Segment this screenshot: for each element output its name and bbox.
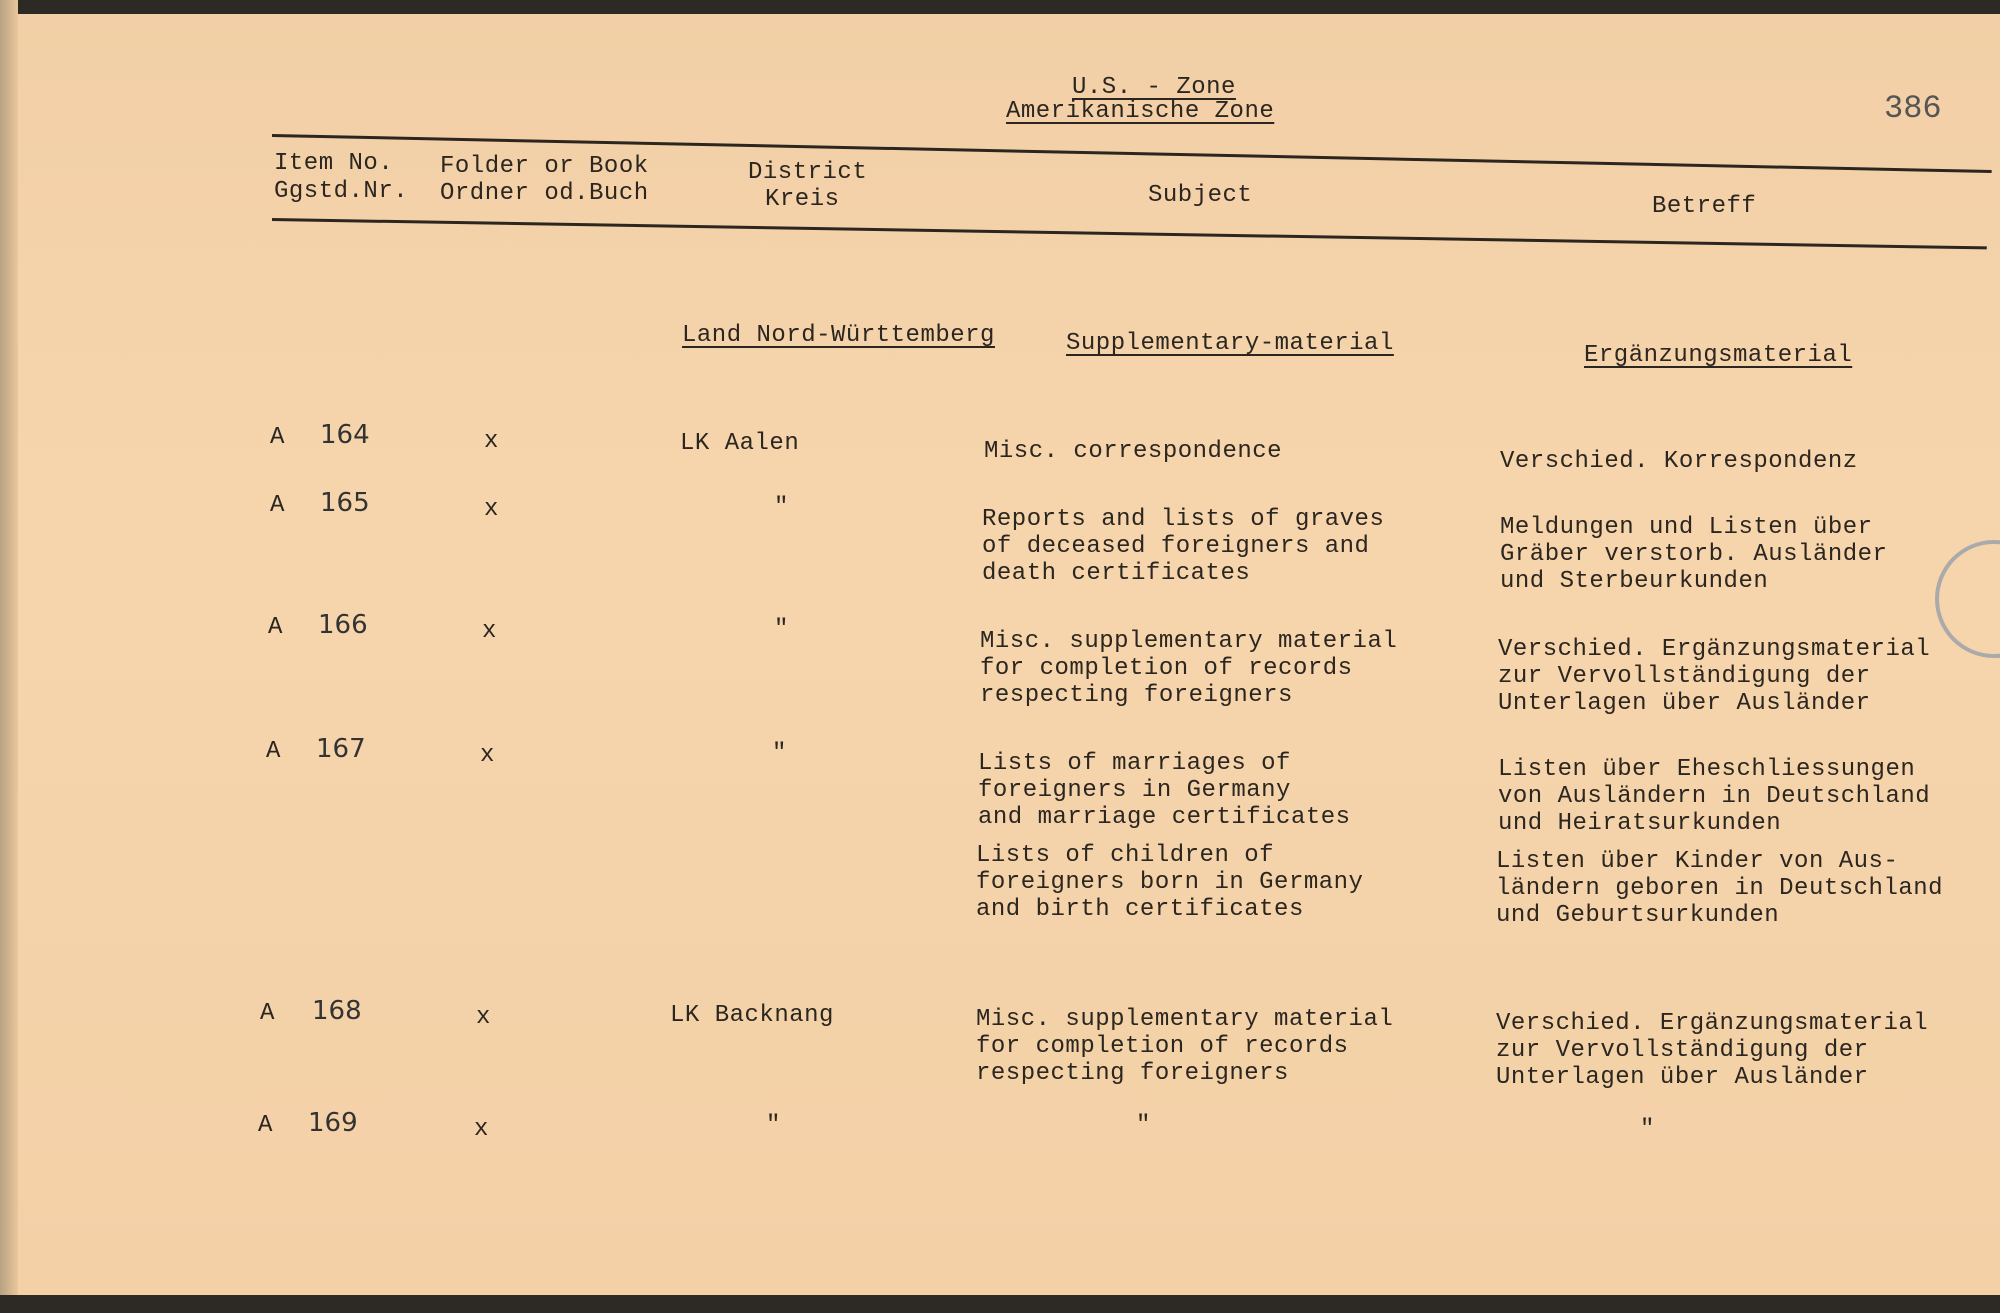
paper-clip — [1935, 540, 2000, 658]
row-district: LK Backnang — [670, 1002, 834, 1029]
row-number: 169 — [308, 1108, 358, 1138]
section-betreff: Ergänzungsmaterial — [1584, 342, 1853, 369]
row-district: " — [774, 494, 789, 521]
row-district: LK Aalen — [680, 430, 800, 457]
row-number: 168 — [312, 996, 362, 1026]
row-prefix: A — [270, 492, 285, 519]
row-subject: " — [1136, 1112, 1151, 1139]
row-folder: x — [476, 1004, 491, 1031]
col-folder-de: Ordner od.Buch — [440, 180, 649, 207]
row-folder: x — [480, 742, 495, 769]
col-district-de: Kreis — [765, 186, 840, 213]
col-betreff: Betreff — [1652, 193, 1757, 220]
col-item-en: Item No. — [274, 150, 394, 177]
page-number: 386 — [1884, 90, 1942, 127]
row-betreff: Listen über Eheschliessungen von Ausländern in Deutschland und Heiratsurkunden — [1498, 756, 1931, 837]
scan-top-edge — [0, 0, 2000, 14]
row-number: 164 — [320, 420, 370, 450]
row-subject: Misc. correspondence — [984, 438, 1283, 465]
row-subject: Misc. supplementary material for completion of records respecting foreigners — [976, 1006, 1394, 1087]
section-subject: Supplementary-material — [1066, 330, 1394, 357]
section-land: Land Nord-Württemberg — [682, 322, 995, 349]
row-prefix: A — [266, 738, 281, 765]
row-prefix: A — [268, 614, 283, 641]
row-betreff: " — [1640, 1116, 1655, 1143]
row-district: " — [772, 740, 787, 767]
row-folder: x — [482, 618, 497, 645]
row-folder: x — [484, 428, 499, 455]
row-subject-continued: Lists of children of foreigners born in Germany and birth certificates — [976, 842, 1364, 923]
row-number: 166 — [318, 610, 368, 640]
row-betreff: Verschied. Korrespondenz — [1500, 448, 1858, 475]
scan-bottom-edge — [0, 1295, 2000, 1313]
col-folder-en: Folder or Book — [440, 153, 649, 180]
row-subject: Lists of marriages of foreigners in Germany and marriage certificates — [978, 750, 1351, 831]
col-district-en: District — [748, 159, 868, 186]
row-betreff: Verschied. Ergänzungsmaterial zur Vervollständigung der Unterlagen über Ausländer — [1498, 636, 1931, 717]
row-subject: Reports and lists of graves of deceased foreigners and death certificates — [982, 506, 1385, 587]
row-number: 167 — [316, 734, 366, 764]
binding-edge — [0, 0, 18, 1313]
row-folder: x — [484, 496, 499, 523]
row-prefix: A — [258, 1112, 273, 1139]
row-prefix: A — [260, 1000, 275, 1027]
row-subject: Misc. supplementary material for completion of records respecting foreigners — [980, 628, 1398, 709]
row-district: " — [774, 616, 789, 643]
zone-title-de: Amerikanische Zone — [1006, 98, 1275, 125]
row-betreff: Meldungen und Listen über Gräber verstorb. Ausländer und Sterbeurkunden — [1500, 514, 1888, 595]
row-prefix: A — [270, 424, 285, 451]
row-number: 165 — [320, 488, 370, 518]
header-bottom-rule — [272, 218, 1987, 249]
row-betreff-continued: Listen über Kinder von Aus- ländern geboren in Deutschland und Geburtsurkunden — [1496, 848, 1944, 929]
col-item-de: Ggstd.Nr. — [274, 178, 409, 205]
col-subject: Subject — [1148, 182, 1253, 209]
row-folder: x — [474, 1116, 489, 1143]
row-betreff: Verschied. Ergänzungsmaterial zur Vervollständigung der Unterlagen über Ausländer — [1496, 1010, 1929, 1091]
row-district: " — [766, 1112, 781, 1139]
zone-title-en: U.S. - Zone — [1072, 74, 1236, 101]
